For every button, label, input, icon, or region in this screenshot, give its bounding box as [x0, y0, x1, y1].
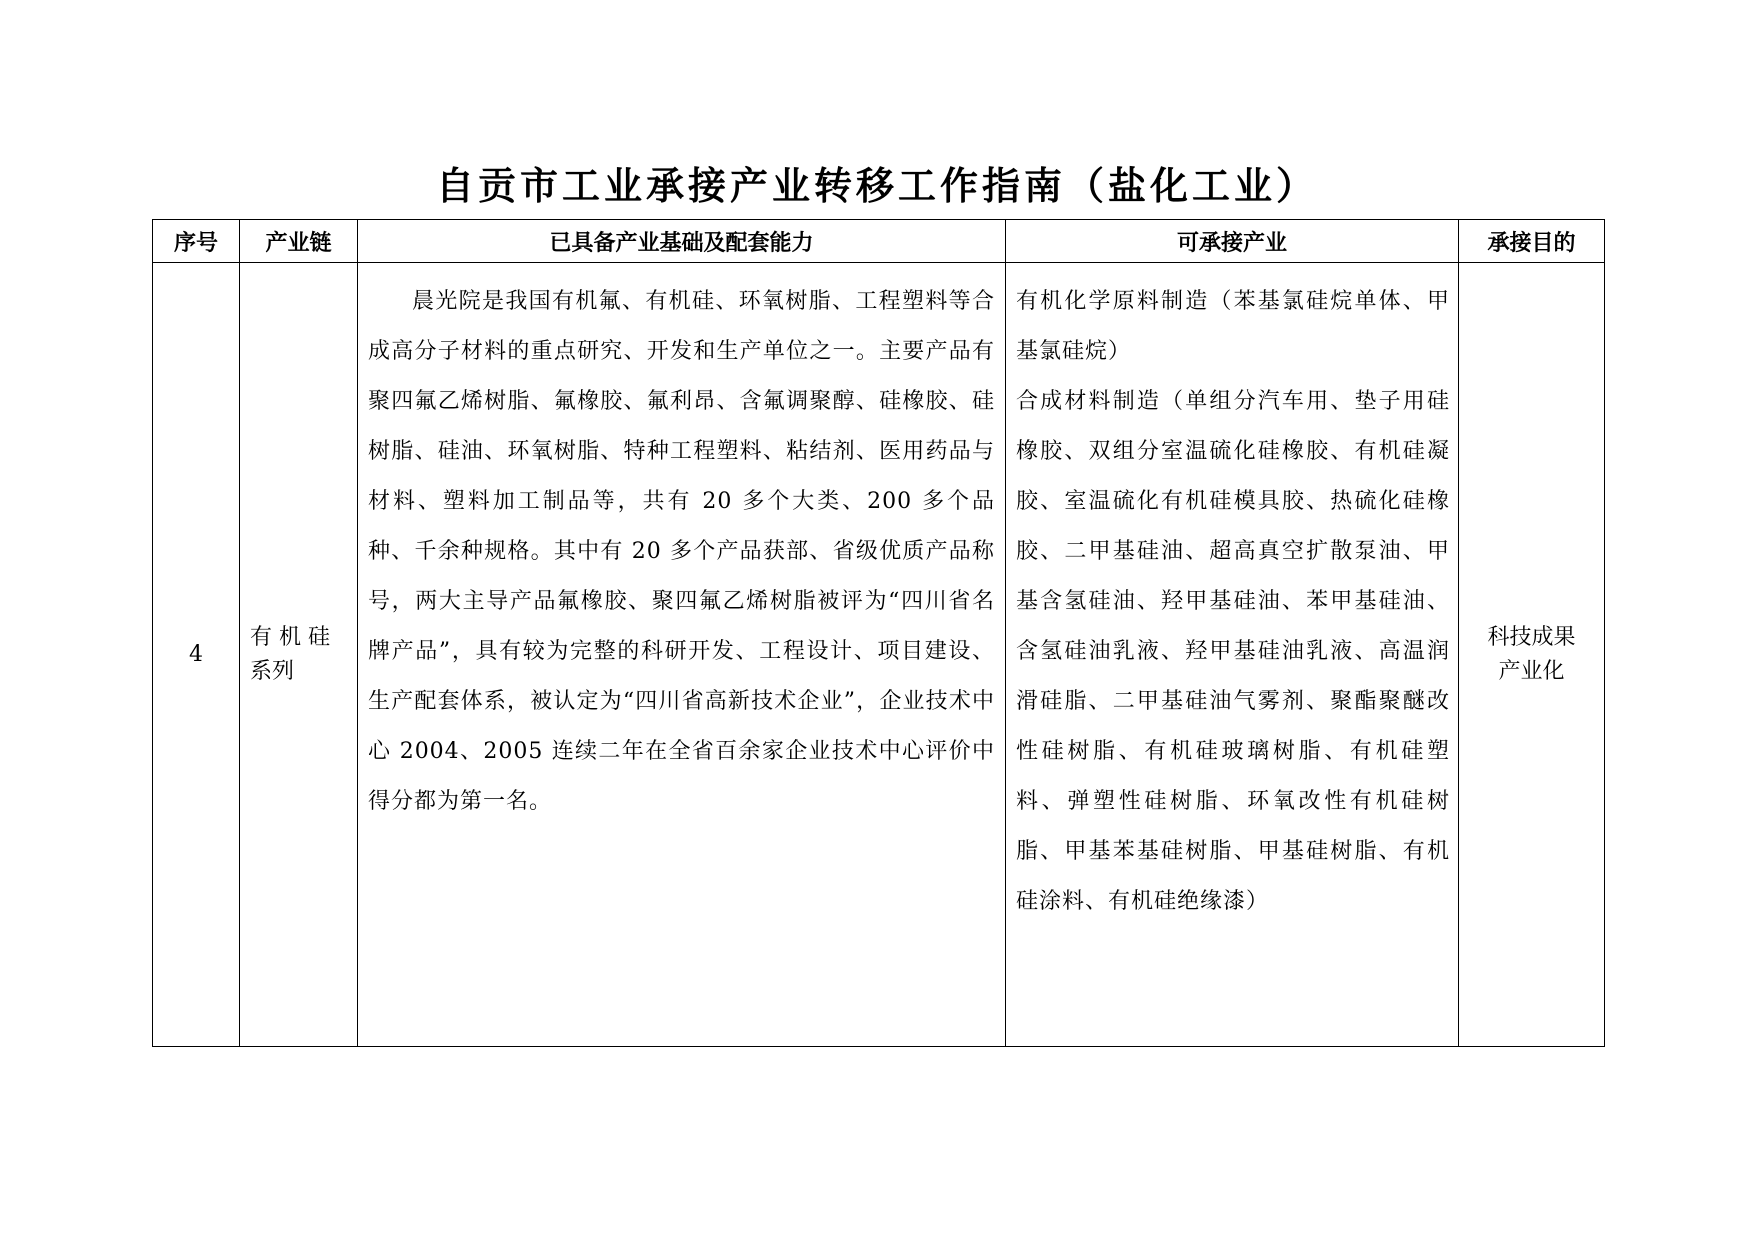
industry-item-organic-raw: 有机化学原料制造（苯基氯硅烷单体、甲基氯硅烷）	[1016, 289, 1450, 364]
guide-table	[152, 219, 1605, 1047]
cell-chain	[240, 263, 358, 1047]
table-header-row	[153, 220, 1605, 263]
cell-basis	[358, 263, 1006, 1047]
basis-paragraph: 晨光院是我国有机氟、有机硅、环氧树脂、工程塑料等合成高分子材料的重点研究、开发和生产单位之一。主要产品有聚四氟乙烯树脂、氟橡胶、氟利昂、含氟调聚醇、硅橡胶、硅树脂、硅油、环氧树脂、特种工程塑料、粘结剂、医用药品与材料、塑料加工制品等，共有 20 多个大类、200 多个品种、千余种规格。其中有 20 多个产品获部、省级优质产品称号，两大主导产品氟橡胶、聚四氟乙烯树脂被评为“四川省名牌产品”，具有较为完整的科研开发、工程设计、项目建设、生产配套体系，被认定为“四川省高新技术企业”，企业技术中心 2004、2005 连续二年在全省百余家企业技术中心评价中得分都为第一名。	[368, 289, 995, 814]
header-purpose: 承接目的	[1459, 220, 1605, 263]
industry-item-synthetic-materials: 合成材料制造（单组分汽车用、垫子用硅橡胶、双组分室温硫化硅橡胶、有机硅凝胶、室温硫化有机硅模具胶、热硫化硅橡胶、二甲基硅油、超高真空扩散泵油、甲基含氢硅油、羟甲基硅油、苯甲基硅油、含氢硅油乳液、羟甲基硅油乳液、高温润滑硅脂、二甲基硅油气雾剂、聚酯聚醚改性硅树脂、有机硅玻璃树脂、有机硅塑料、弹塑性硅树脂、环氧改性有机硅树脂、甲基苯基硅树脂、甲基硅树脂、有机硅涂料、有机硅绝缘漆）	[1016, 389, 1450, 914]
header-no: 序号	[153, 220, 240, 263]
header-industry: 可承接产业	[1006, 220, 1459, 263]
header-basis: 已具备产业基础及配套能力	[358, 220, 1006, 263]
purpose-line-2: 产业化	[1498, 658, 1565, 684]
cell-industry	[1006, 263, 1459, 1047]
document-title: 自贡市工业承接产业转移工作指南（盐化工业）	[435, 164, 1318, 208]
chain-line-1: 有 机 硅	[250, 624, 330, 650]
header-chain: 产业链	[240, 220, 358, 263]
purpose-line-1: 科技成果	[1487, 624, 1576, 650]
table-row	[153, 263, 1605, 1047]
cell-purpose	[1459, 263, 1605, 1047]
cell-no: 4	[153, 263, 240, 1047]
industry-list	[1006, 263, 1458, 927]
chain-line-2: 系列	[250, 658, 295, 684]
